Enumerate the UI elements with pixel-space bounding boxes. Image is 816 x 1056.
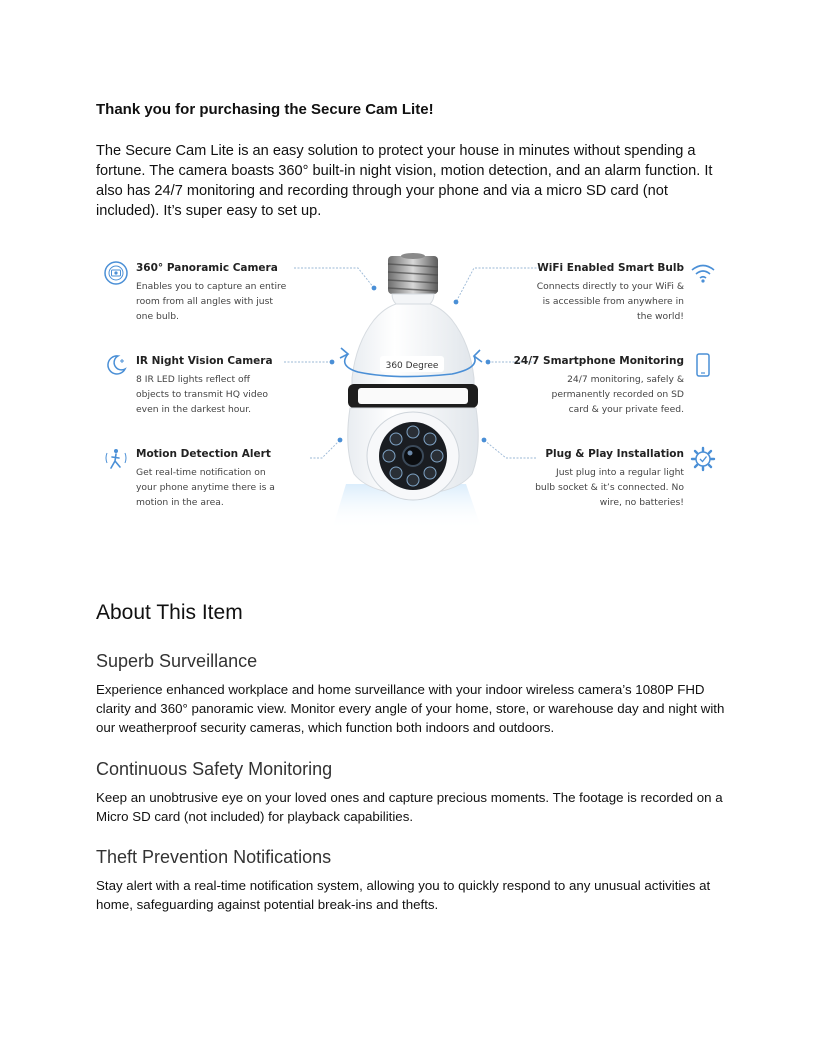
feature-wifi — [504, 262, 684, 324]
section-body: Stay alert with a real-time notification system, allowing you to quickly respond to any unusual activities at home, safeguarding against potential break-ins and thefts. — [96, 878, 711, 912]
feature-description — [136, 279, 306, 324]
feature-motion — [136, 448, 306, 510]
feature-line: one bulb. — [136, 311, 179, 322]
gear-icon — [690, 446, 716, 472]
feature-line: room from all angles with just — [136, 296, 274, 307]
feature-line: Connects directly to your WiFi & — [536, 281, 684, 292]
section-body: Keep an unobtrusive eye on your loved ones and capture precious moments. The footage is recorded on a Micro SD card (not included) for playback capabilities. — [96, 790, 723, 824]
feature-line: card & your private feed. — [568, 404, 684, 415]
section-body: Experience enhanced workplace and home surveillance with your indoor wireless camera’s 1080P FHD clarity and 360° panoramic view. Monitor every angle of your home, store, or warehouse day and night with our weatherproof security cameras, which function both indoors and outdoors. — [96, 682, 725, 735]
feature-line: Just plug into a regular light — [556, 467, 684, 478]
camera-lens — [403, 446, 423, 466]
feature-panoramic — [136, 262, 306, 324]
feature-title: Motion Detection Alert — [136, 448, 271, 460]
feature-line: Enables you to capture an entire — [136, 281, 287, 292]
intro-heading: Thank you for purchasing the Secure Cam Lite! — [96, 101, 434, 118]
feature-title: WiFi Enabled Smart Bulb — [537, 262, 684, 274]
panorama-icon — [103, 260, 129, 286]
feature-description — [136, 465, 306, 510]
feature-title: 360° Panoramic Camera — [136, 262, 278, 274]
bulb-neck — [392, 294, 434, 304]
feature-night-vision — [136, 355, 306, 417]
wifi-icon — [690, 260, 716, 286]
feature-line: is accessible from anywhere in — [542, 296, 684, 307]
product-infographic — [96, 248, 720, 530]
feature-line: motion in the area. — [136, 497, 224, 508]
feature-line: wire, no batteries! — [599, 497, 684, 508]
about-heading: About This Item — [96, 601, 243, 624]
intro-paragraph: The Secure Cam Lite is an easy solution to protect your house in minutes without spending a fortune. The camera boasts 360° built-in night vision, motion detection, and an alarm function. It also has 24/7 monitoring and recording through your phone and via a micro SD card (not included). It’s super easy to set up. — [96, 143, 713, 219]
night-vision-icon — [103, 352, 129, 378]
feature-line: the world! — [637, 311, 684, 322]
section-title: Continuous Safety Monitoring — [96, 759, 333, 779]
section-title: Superb Surveillance — [96, 651, 258, 671]
feature-line: bulb socket & it’s connected. No — [535, 482, 684, 493]
feature-line: Get real-time notification on — [136, 467, 266, 478]
feature-line: objects to transmit HQ video — [136, 389, 268, 400]
motion-icon — [103, 446, 129, 472]
feature-line: your phone anytime there is a — [136, 482, 275, 493]
feature-line: 24/7 monitoring, safely & — [567, 374, 684, 385]
feature-description — [504, 372, 684, 417]
feature-title: IR Night Vision Camera — [136, 355, 273, 367]
smartphone-icon — [690, 352, 716, 378]
feature-description — [136, 372, 306, 417]
feature-description — [504, 465, 684, 510]
feature-line: permanently recorded on SD — [551, 389, 684, 400]
feature-line: 8 IR LED lights reflect off — [136, 374, 250, 385]
feature-smartphone — [504, 355, 684, 417]
feature-description — [504, 279, 684, 324]
rotation-label: 360 Degree — [385, 361, 439, 371]
section-title: Theft Prevention Notifications — [96, 847, 332, 867]
feature-line: even in the darkest hour. — [136, 404, 252, 415]
feature-title: 24/7 Smartphone Monitoring — [513, 355, 684, 367]
feature-title: Plug & Play Installation — [545, 448, 684, 460]
feature-plug-play — [504, 448, 684, 510]
